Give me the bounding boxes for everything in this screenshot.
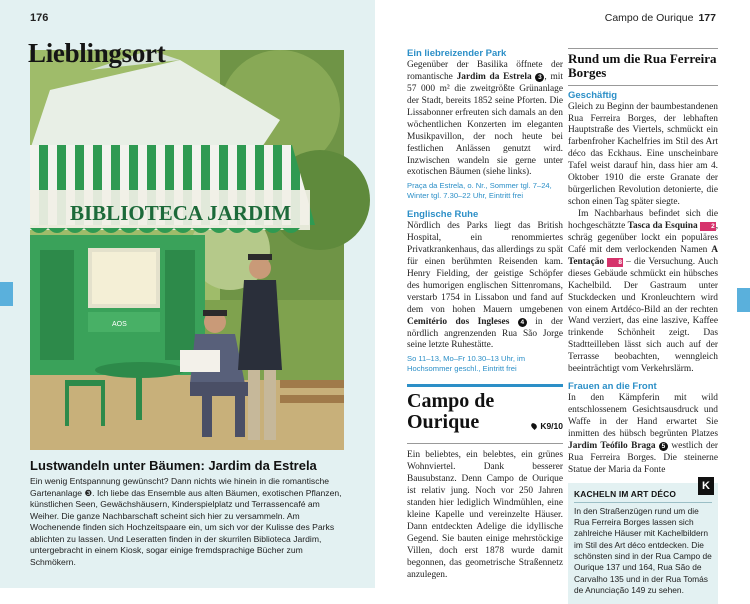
- ruhe-text-a: Nördlich des Parks liegt das British Hospital, ein renommiertes Privatkrankenhaus, das allerdings zu spät für einen berühmten Reisenden kam. Henry Fielding, der geistige Schöpfer des humorigen englischen Sittenromans, verstarb 1754 in Lissabon und fand auf dem von hohen Mauern umgebenen: [407, 221, 563, 315]
- page-number-right: 177: [698, 12, 716, 24]
- park-heading: Ein liebreizender Park: [407, 48, 507, 59]
- campo-text: Ein beliebtes, ein belebtes, ein grünes Wohnviertel. Dank besserer Bausubstanz. Denn Campo de Ourique ist relativ jung. Noch vor 250 Jahren standen hier lediglich Windmühlen, eine kleine Kapelle und vereinzelte Häuser. Dann entdeckten Adelige die idyllische Gegend. Sie bauten einige mehrstöckige Villen, doch erst 1878 wurde damit begonnen, das geometrische Straßennetz anzulegen.: [407, 450, 563, 580]
- running-head-title: Campo de Ourique: [604, 12, 694, 24]
- map-badge-5: 5: [659, 442, 668, 451]
- left-page: [0, 0, 375, 588]
- infobox-text: In den Straßenzügen rund um die Rua Ferreira Borges lassen sich zahlreiche Häuser mit Kachelbildern im Stil des Art déco entdecken. Die schönsten sind in der Rua Campo de Ourique 137 und 164, Rua São de Carvalho 135 und in der Rua Tomás de Anunciação 149 zu sehen.: [574, 505, 712, 596]
- shop-text-a: Gleich zu Beginn der baumbestandenen Rua Ferreira Borges, der lebhaften Hauptstraße des Viertels, schmückt ein farbenfroher Kachelfries im Stil des Art déco das Eckhaus. Eine unscheinbare Tafel weist darauf hin, dass hier am 4. Oktober 1910 die erste Granate der bürgerlichen Revolution detonierte, die schon einen Tag später siegte.: [568, 101, 718, 208]
- ruhe-info: So 11–13, Mo–Fr 10.30–13 Uhr, im Hochsommer geschl., Eintritt frei: [407, 354, 526, 374]
- kiosk-photo: [30, 50, 344, 450]
- infobox-heading: KACHELN IM ART DÉCO: [574, 489, 712, 503]
- map-badge-3: 3: [535, 73, 544, 82]
- column-right: [568, 48, 718, 604]
- ruhe-text: [407, 221, 563, 352]
- side-thumb-tab-left: [0, 282, 13, 306]
- front-text: [568, 393, 718, 477]
- map-pin-icon: [530, 422, 538, 430]
- shop-heading: Geschäftig: [568, 89, 618, 101]
- campo-section-rule: [407, 384, 563, 387]
- campo-header: [407, 391, 563, 433]
- column-left: [407, 48, 563, 581]
- ruhe-name: Cemitério dos Ingleses: [407, 316, 510, 327]
- front-text-b: westlich der Rua Ferreira Borges. Die steinerne Statue der Maria da Fonte: [568, 440, 719, 475]
- ferreira-title: Rund um die Rua Ferreira Borges: [568, 48, 718, 86]
- k-badge: K: [698, 477, 714, 495]
- tasca-name: Tasca da Esquina: [627, 220, 698, 231]
- park-text-b: , mit 57 000 m² die zweitgrößte Grünanlage der Stadt, bereits 1852 seine Pforten. Die Lissabonner erfreuten sich damals an den wöchentlichen Konzerten im eleganten Musikpavillon, der noch heute bei festlichen Anlässen genutzt wird. Inzwischen wandeln sie gerne unter exotischen Bäumen (siehe links).: [407, 71, 564, 178]
- right-page: [375, 0, 750, 596]
- lieblingsort-headline: Lieblingsort: [28, 38, 166, 68]
- map-badge-8: 8: [607, 258, 623, 267]
- page-number-left: 176: [30, 12, 49, 24]
- park-name: Jardim da Estrela: [456, 71, 532, 82]
- map-badge-4: 4: [518, 318, 527, 327]
- caption-title: Lustwandeln unter Bäumen: Jardim da Estrela: [30, 458, 317, 473]
- park-text-a: Gegenüber der Basilika öffnete der romantische: [407, 60, 563, 82]
- caption-text: Ein wenig Entspannung gewünscht? Dann nichts wie hinein in die romantische Gartenanlage ❸. Ich liebe das Ensemble aus alten Bäumen, exotischen Pflanzen, künstlichen Seen, Gewächshäusern, Kinderspielplatz und Terrassencafé am Weiher. Die ganze Nachbarschaft scheint sich hier zu versammeln. Am Wochenende finden sich Hochzeitspaare ein, um sich vor der Kulisse des Parks ablichten zu lassen. Und Leseratten finden in der skurrilen Biblioteca Jardim, untergebracht in einem Kiosk, sogar einige fremdsprachige Bücher zum Schmökern.: [30, 476, 342, 567]
- shop-text-b3: – die Versuchung. Auch dieses Gebäude schmückt ein hübsches Kachelbild. Der Gastraum unter Stuckdecken und Kronleuchtern wird von einem Artdéco-Bild an der rechten Wand verziert, das eine laszive, Kaffee trinkende Schönheit zeigt. Das Stadtteilleben lässt sich auch auf der Terrasse beobachten, wenngleich beeinträchtigt vom Verkehrslärm.: [568, 256, 719, 375]
- map-reference-text: K9/10: [540, 421, 563, 432]
- kiosk-sign-text: BIBLIOTECA JARDIM: [70, 201, 292, 225]
- jardim-name: Jardim Teófilo Braga: [568, 440, 656, 451]
- campo-title-line1: Campo de: [407, 390, 495, 413]
- shop-text-b2: , schräg gegenüber lockt ein populäres Café mit dem verlockenden Namen: [568, 220, 719, 255]
- campo-title-line2: Ourique: [407, 411, 480, 434]
- kiosk-illustration: [30, 50, 344, 450]
- map-reference: [531, 421, 563, 431]
- ruhe-text-b: in der nördlich angrenzenden Rua São Jorge seine letzte Ruhestätte.: [407, 316, 564, 351]
- campo-divider: [407, 443, 563, 444]
- map-badge-2: 2: [700, 222, 716, 231]
- park-info: Praça da Estrela, o. Nr., Sommer tgl. 7–24, Winter tgl. 7.30–22 Uhr, Eintritt frei: [407, 181, 552, 201]
- ruhe-heading: Englische Ruhe: [407, 209, 479, 221]
- running-head: [605, 12, 716, 24]
- kacheln-infobox: [568, 479, 718, 604]
- park-text: [407, 60, 563, 179]
- shop-text-b: [568, 209, 718, 376]
- front-text-a: In den Kämpferin mit wild entschlossenem Gesichtsausdruck und Waffe in der Hand erwartet Sie inmitten des hübsch begrünten Platzes: [568, 393, 718, 439]
- side-thumb-tab-right: [737, 288, 750, 312]
- tentacao-name: A Tentação: [568, 244, 718, 267]
- shop-text-b1: Im Nachbarhaus befindet sich die hochgeschätzte: [568, 209, 718, 231]
- front-heading: Frauen an die Front: [568, 381, 657, 393]
- counter-sign-text: AOS: [112, 321, 127, 328]
